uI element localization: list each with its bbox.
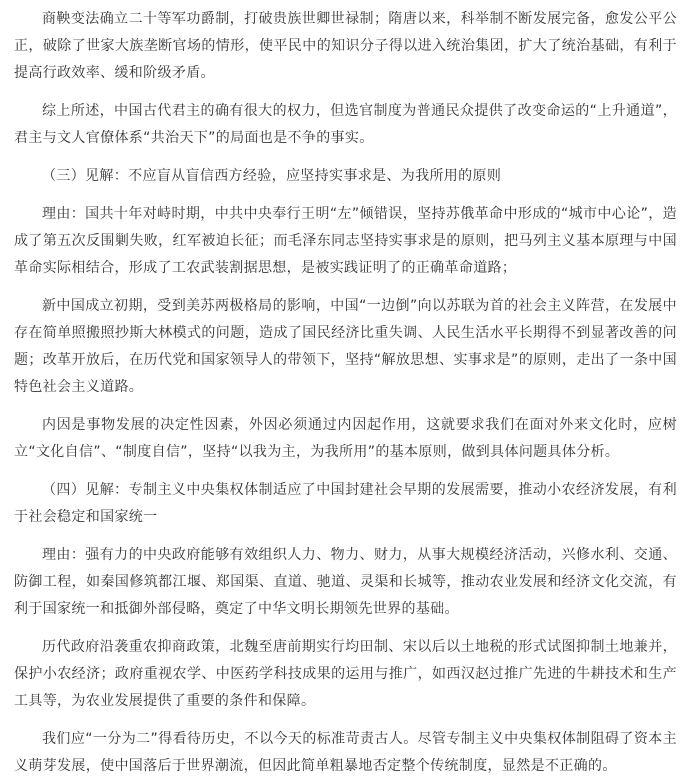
- paragraph-internal-external: 内因是事物发展的决定性因素，外因必须通过内因起作用，这就要求我们在面对外来文化时，应树立“文化自信”、“制度自信”，坚持“以我为主，为我所用”的基本原则，做到具体问题具体分析。: [14, 417, 677, 460]
- paragraph-reason-central-gov: 理由：强有力的中央政府能够有效组织人力、物力、财力，从事大规模经济活动，兴修水利、交通、防御工程，如秦国修筑都江堰、郑国渠、直道、驰道、灵渠和长城等，推动农业发展和经济文化交流，有利于国家统一和抵御外部侵略，奠定了中华文明长期领先世界的基础。: [14, 547, 677, 617]
- paragraph-imperial-exam: 商鞅变法确立二十等军功爵制，打破贵族世卿世禄制；隋唐以来，科举制不断发展完备，愈发公平公正，破除了世家大族垄断官场的情形，使平民中的知识分子得以进入统治集团，扩大了统治基础，有利于提高行政效率、缓和阶级矛盾。: [14, 11, 677, 81]
- paragraph-new-china: 新中国成立初期，受到美苏两极格局的影响，中国“一边倒”向以苏联为首的社会主义阵营，在发展中存在简单照搬照抄斯大林模式的问题，造成了国民经济比重失调、人民生活水平长期得不到显著改善的问题；改革开放后，在历代党和国家领导人的带领下，坚持“解放思想、实事求是”的原则，走出了一条中国特色社会主义道路。: [14, 298, 677, 395]
- paragraph-conclusion: 我们应“一分为二”得看待历史，不以今天的标准苛责古人。尽管专制主义中央集权体制阻碍了资本主义萌芽发展，使中国落后于世界潮流，但因此简单粗暴地否定整个传统制度，显然是不正确的。: [14, 731, 677, 774]
- paragraph-summary: 综上所述，中国古代君主的确有很大的权力，但选官制度为普通民众提供了改变命运的“上升通道”，君主与文人官僚体系“共治天下”的局面也是不争的事实。: [14, 103, 677, 146]
- heading-viewpoint-3: （三）见解：不应盲从盲信西方经验，应坚持实事求是、为我所用的原则: [42, 168, 502, 184]
- heading-viewpoint-4: （四）见解：专制主义中央集权体制适应了中国封建社会早期的发展需要，推动小农经济发展，有利于社会稳定和国家统一: [14, 482, 677, 525]
- paragraph-reason-revolution: 理由：国共十年对峙时期，中共中央奉行王明“左”倾错误，坚持苏俄革命中形成的“城市中心论”，造成了第五次反围剿失败，红军被迫长征；而毛泽东同志坚持实事求是的原则，把马列主义基本原理与中国革命实际相结合，形成了工农武装割据思想，是被实践证明了的正确革命道路；: [14, 206, 677, 276]
- paragraph-agriculture-policy: 历代政府沿袭重农抑商政策，北魏至唐前期实行均田制、宋以后以土地税的形式试图抑制土地兼并，保护小农经济；政府重视农学、中医药学科技成果的运用与推广，如西汉赵过推广先进的牛耕技术和生产工具等，为农业发展提供了重要的条件和保障。: [14, 639, 677, 709]
